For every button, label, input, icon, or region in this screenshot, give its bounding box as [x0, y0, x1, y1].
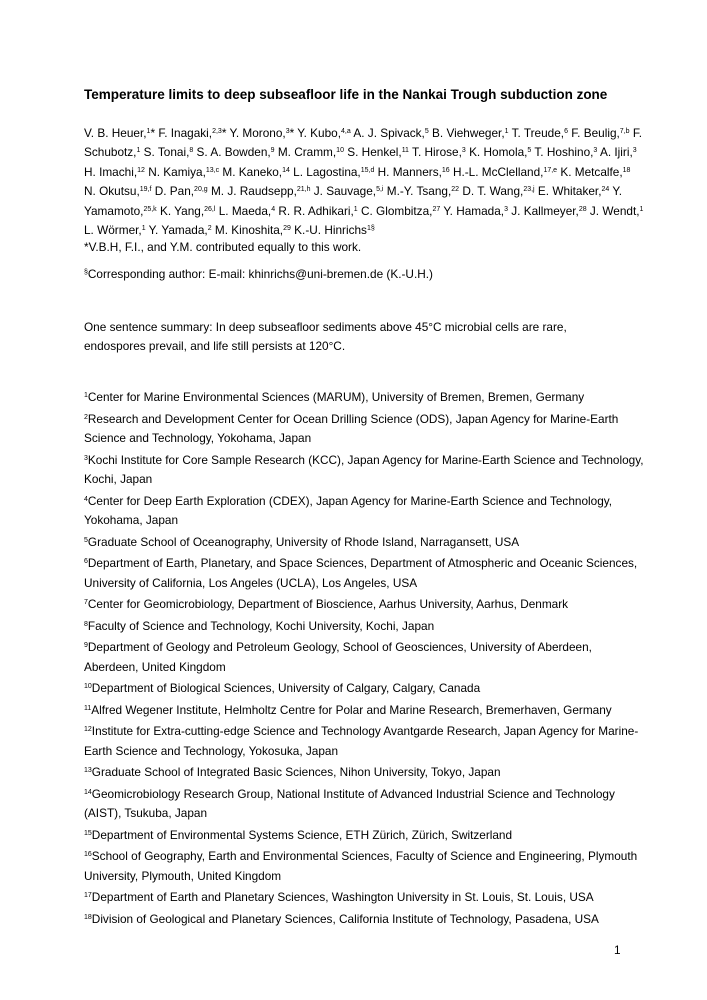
affiliation-text: Research and Development Center for Ocean Drilling Science (ODS), Japan Agency for Marine-Earth Science and Technology, Yokohama, Japan — [84, 411, 619, 445]
affiliation-number: 7 — [84, 599, 88, 606]
affiliation-number: 17 — [84, 892, 92, 899]
author-affiliation-sup: 1 — [136, 147, 141, 155]
author-name: F. Inagaki, — [158, 126, 213, 140]
affiliation-number: 14 — [84, 788, 92, 796]
author — [293, 165, 374, 179]
author-affiliation-sup: 29 — [283, 225, 291, 233]
author-affiliation-sup: 23,j — [523, 186, 535, 194]
author — [278, 145, 344, 159]
affiliation-text: Center for Geomicrobiology, Department of Bioscience, Aarhus University, Aarhus, Denmark — [87, 597, 569, 611]
author-name: N. Okutsu, — [84, 184, 140, 199]
affiliation-text: School of Geography, Earth and Environmental Sciences, Faculty of Science and Engineering, Plymouth University, Plymouth, United Kingdom — [84, 849, 638, 883]
author-name: J. Sauvage, — [313, 184, 377, 199]
author-affiliation-sup: 3 — [461, 147, 466, 155]
author — [144, 145, 194, 159]
author — [84, 184, 151, 198]
author-affiliation-sup: 25,k — [143, 205, 157, 213]
affiliation-number: 6 — [84, 558, 88, 565]
affiliation-item — [84, 492, 644, 531]
author-name: L. Wörmer, — [84, 223, 142, 238]
author-affiliation-sup: 27 — [432, 205, 441, 213]
affiliation-item — [84, 910, 644, 930]
author-affiliation-sup: 2 — [207, 225, 212, 233]
affiliation-text: Alfred Wegener Institute, Helmholtz Centre for Polar and Marine Research, Bremerhaven, Germany — [91, 702, 612, 717]
affiliation-text: Division of Geological and Planetary Sciences, California Institute of Technology, Pasadena, USA — [91, 911, 599, 926]
one-sentence-summary: One sentence summary: In deep subseafloor sediments above 45°C microbial cells are rare, endospores prevail, and life still persists at 120°C. — [84, 320, 567, 354]
author-name: V. B. Heuer, — [84, 126, 147, 140]
author-name: A. Ijiri, — [599, 145, 633, 160]
affiliation-number: 9 — [84, 642, 88, 649]
author — [534, 145, 597, 159]
author-affiliation-sup: 1 — [141, 225, 146, 233]
affiliation-text: Department of Geology and Petroleum Geology, School of Geosciences, University of Aberdeen, Aberdeen, United Kingdom — [84, 640, 592, 674]
author-affiliation-sup: 3 — [504, 205, 508, 213]
author-name: C. Glombitza, — [360, 203, 433, 218]
author — [160, 204, 215, 218]
author-affiliation-sup: 5 — [527, 147, 532, 155]
affiliation-number: 18 — [84, 913, 92, 921]
author-affiliation-sup: 2,3 — [212, 128, 222, 135]
paper-title: Temperature limits to deep subseafloor life in the Nankai Trough subduction zone — [84, 87, 608, 102]
author — [571, 126, 629, 140]
author-affiliation-sup: 24 — [601, 186, 610, 194]
author — [158, 126, 226, 140]
affiliation-number: 8 — [84, 620, 88, 628]
affiliation-text: Department of Earth, Planetary, and Space Sciences, Department of Atmospheric and Oceanic Sciences, University of California, Los Angeles (UCLA), Los Angeles, USA — [84, 556, 638, 590]
affiliation-number: 11 — [84, 704, 92, 712]
author — [148, 165, 219, 179]
author-name: N. Kamiya, — [148, 164, 206, 179]
author-name: F. Beulig, — [571, 126, 620, 140]
affiliation-number: 5 — [84, 536, 88, 544]
author-name: S. Henkel, — [347, 145, 402, 160]
affiliation-text: Kochi Institute for Core Sample Research (KCC), Japan Agency for Marine-Earth Science and Technology, Kochi, Japan — [84, 452, 644, 486]
author-affiliation-sup: 1 — [353, 205, 358, 213]
author-affiliation-sup: 14 — [282, 166, 290, 174]
author-affiliation-sup: 16 — [441, 166, 450, 174]
corresponding-author-note — [84, 265, 644, 283]
affiliation-number: 13 — [84, 767, 92, 774]
affiliation-item — [84, 888, 644, 908]
author-name: B. Viehweger, — [432, 126, 505, 140]
author-name: M. Kinoshita, — [214, 223, 284, 238]
affiliation-item — [84, 533, 644, 553]
author-name: M. Kaneko, — [222, 164, 283, 179]
author-name: T. Hirose, — [412, 145, 462, 160]
affiliation-item — [84, 554, 644, 593]
author — [453, 165, 557, 179]
author — [512, 126, 568, 140]
author — [462, 184, 534, 198]
corresponding-mark: § — [84, 269, 88, 276]
affiliation-item — [84, 638, 644, 677]
equal-contribution-mark: * — [221, 126, 227, 140]
author — [511, 204, 586, 218]
affiliation-item — [84, 763, 644, 783]
author — [378, 165, 450, 179]
author-name: A. J. Spivack, — [353, 126, 425, 140]
author-affiliation-sup: 26,l — [204, 205, 216, 213]
author — [590, 204, 644, 218]
author — [538, 184, 609, 198]
author-affiliation-sup: 5 — [424, 128, 429, 135]
affiliation-text: Department of Earth and Planetary Sciences, Washington University in St. Louis, St. Louis, USA — [91, 890, 594, 904]
author — [84, 126, 155, 140]
author-name: H.-L. McClelland, — [452, 164, 544, 179]
affiliation-item — [84, 785, 644, 824]
author-name: M. J. Raudsepp, — [210, 184, 297, 199]
affiliation-number: 4 — [84, 495, 88, 503]
author — [361, 204, 440, 218]
author-name: K. Yang, — [159, 203, 205, 218]
affiliation-item — [84, 679, 644, 699]
affiliation-text: Center for Marine Environmental Sciences (MARUM), University of Bremen, Bremen, Germany — [87, 390, 585, 404]
author-affiliation-sup: 11 — [401, 147, 409, 155]
affiliation-number: 3 — [84, 454, 88, 462]
author-name: Y. Yamamoto, — [84, 184, 622, 218]
affiliation-item — [84, 410, 644, 449]
author-name: L. Lagostina, — [293, 164, 361, 179]
author-affiliation-sup: 18 — [622, 166, 631, 174]
affiliation-text: Faculty of Science and Technology, Kochi University, Kochi, Japan — [87, 618, 435, 633]
author-name: K.-U. Hinrichs — [294, 223, 367, 238]
author-affiliation-sup: 22 — [451, 186, 460, 194]
author-affiliation-sup: 3 — [285, 128, 290, 135]
author-name: D. T. Wang, — [462, 184, 524, 199]
author — [469, 145, 531, 159]
author — [294, 223, 375, 237]
author-affiliation-sup: 4,a — [341, 128, 351, 135]
author — [560, 165, 630, 179]
affiliation-text: Center for Deep Earth Exploration (CDEX), Japan Agency for Marine-Earth Science and Technology, Yokohama, Japan — [84, 493, 613, 527]
author-name: D. Pan, — [154, 184, 195, 199]
page-number: 1 — [614, 943, 621, 957]
author-name: E. Whitaker, — [537, 184, 602, 199]
author-affiliation-sup: 20,g — [194, 186, 208, 194]
author-name: J. Wendt, — [589, 203, 640, 218]
author-name: K. Metcalfe, — [560, 164, 623, 179]
author — [432, 126, 509, 140]
author-affiliation-sup: 15,d — [360, 166, 375, 174]
equal-contribution-mark: * — [289, 126, 295, 140]
affiliation-number: 15 — [84, 829, 92, 837]
author-affiliation-sup: 1 — [146, 128, 151, 135]
author-affiliation-sup: 1§ — [366, 225, 375, 233]
author-name: S. A. Bowden, — [196, 145, 271, 160]
author-affiliation-sup: 3 — [632, 147, 637, 155]
author — [412, 145, 466, 159]
author — [387, 184, 459, 198]
affiliation-text: Graduate School of Oceanography, University of Rhode Island, Narragansett, USA — [87, 534, 520, 549]
affiliation-text: Department of Environmental Systems Science, ETH Zürich, Zürich, Switzerland — [91, 827, 513, 842]
author — [230, 126, 295, 140]
author — [443, 204, 508, 218]
affiliation-item — [84, 826, 644, 846]
author-name: Y. Yamada, — [148, 223, 208, 238]
author-name: J. Kallmeyer, — [511, 203, 579, 218]
author-affiliation-sup: 10 — [336, 147, 344, 155]
affiliation-list — [84, 388, 644, 931]
author-affiliation-sup: 17,e — [543, 166, 558, 174]
affiliation-item — [84, 722, 644, 761]
author-affiliation-sup: 13,c — [205, 166, 220, 174]
author — [155, 184, 208, 198]
equal-contribution-mark: * — [150, 126, 156, 140]
author — [600, 145, 637, 159]
author — [211, 184, 311, 198]
affiliation-number: 2 — [84, 413, 88, 421]
author — [347, 145, 409, 159]
author-affiliation-sup: 1 — [639, 205, 644, 213]
author-name: M. Cramm, — [277, 145, 337, 160]
author — [297, 126, 350, 140]
author-affiliation-sup: 19,f — [139, 186, 152, 194]
author-name: T. Hoshino, — [534, 145, 594, 160]
author-name: Y. Morono, — [229, 126, 286, 140]
affiliation-number: 10 — [84, 683, 92, 690]
affiliation-item — [84, 388, 644, 408]
author-affiliation-sup: 1 — [504, 128, 509, 135]
author-affiliation-sup: 7,b — [619, 128, 630, 135]
author-affiliation-sup: 21,h — [296, 186, 311, 194]
author — [84, 223, 146, 237]
author-name: H. Manners, — [377, 164, 442, 179]
affiliation-item — [84, 595, 644, 615]
affiliation-text: Institute for Extra-cutting-edge Science and Technology Avantgarde Research, Japan Agency for Marine-Earth Science and Technology, Yokosuka, Japan — [84, 724, 639, 758]
author — [278, 204, 357, 218]
author-name: K. Homola, — [469, 145, 528, 160]
author-name: H. Imachi, — [84, 164, 138, 179]
equal-contribution-note: *V.B.H, F.I., and Y.M. contributed equally to this work. — [84, 240, 362, 254]
author-affiliation-sup: 8 — [189, 147, 194, 155]
affiliation-number: 16 — [84, 851, 92, 858]
affiliation-text: Department of Biological Sciences, University of Calgary, Calgary, Canada — [91, 681, 481, 695]
affiliation-item — [84, 701, 644, 721]
author — [314, 184, 384, 198]
affiliation-text: Graduate School of Integrated Basic Sciences, Nihon University, Tokyo, Japan — [91, 765, 501, 779]
author-affiliation-sup: 28 — [578, 205, 587, 213]
author-name: Y. Hamada, — [443, 203, 505, 218]
author-affiliation-sup: 12 — [137, 166, 145, 174]
author-name: S. Tonai, — [143, 145, 190, 160]
author — [84, 165, 145, 179]
author — [222, 165, 289, 179]
author — [353, 126, 428, 140]
corresponding-text: Corresponding author: E-mail: khinrichs@uni-bremen.de (K.-U.H.) — [87, 267, 433, 281]
affiliation-item — [84, 847, 644, 886]
affiliation-number: 1 — [84, 392, 88, 399]
author-name: M.-Y. Tsang, — [386, 184, 452, 199]
author-affiliation-sup: 5,i — [376, 186, 384, 194]
author — [215, 223, 291, 237]
author-name: T. Treude, — [511, 126, 565, 140]
affiliation-item — [84, 617, 644, 637]
author-affiliation-sup: 3 — [593, 147, 598, 155]
author-name: R. R. Adhikari, — [278, 203, 354, 218]
author-affiliation-sup: 6 — [564, 128, 568, 135]
author-name: F. Schubotz, — [84, 126, 642, 160]
author-affiliation-sup: 4 — [271, 205, 276, 213]
author-list — [84, 124, 644, 240]
affiliation-number: 12 — [84, 726, 92, 733]
author — [149, 223, 212, 237]
author-name: Y. Kubo, — [297, 126, 341, 140]
author — [197, 145, 275, 159]
author-affiliation-sup: 9 — [270, 147, 275, 155]
affiliation-text: Geomicrobiology Research Group, National Institute of Advanced Industrial Science and Technology (AIST), Tsukuba, Japan — [84, 786, 615, 820]
author-name: L. Maeda, — [218, 203, 272, 218]
affiliation-item — [84, 451, 644, 490]
author — [219, 204, 275, 218]
